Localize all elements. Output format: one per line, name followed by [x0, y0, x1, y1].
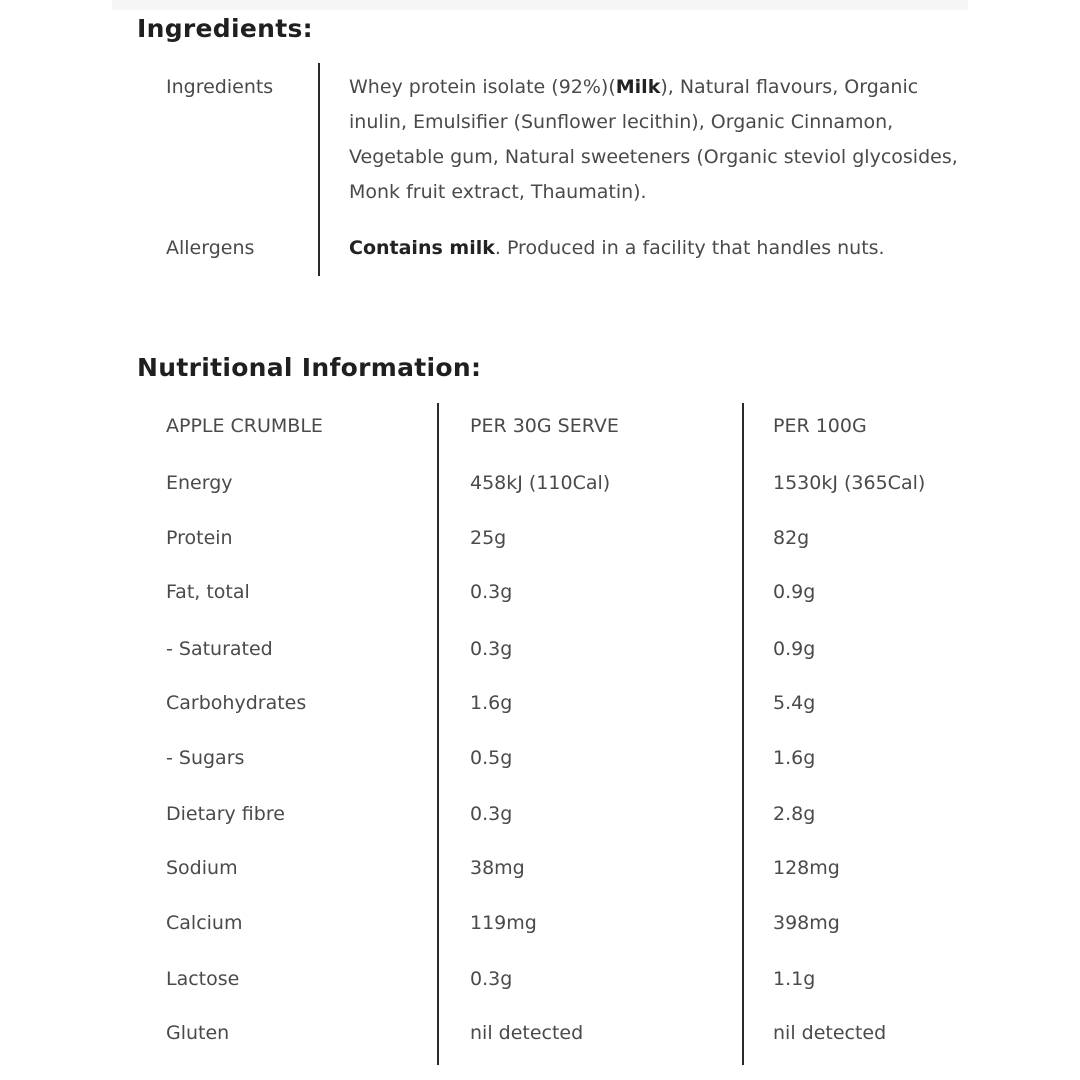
nutrient-name: Lactose	[166, 968, 240, 990]
nutrient-per-100g: 82g	[773, 527, 810, 549]
nutrient-per-serve: 458kJ (110Cal)	[470, 472, 611, 494]
nutrient-name: - Saturated	[166, 638, 273, 660]
ingredients-label: Ingredients	[166, 76, 274, 98]
nutrient-per-100g: 2.8g	[773, 803, 816, 825]
nutrient-per-100g: 1530kJ (365Cal)	[773, 472, 926, 494]
nutrient-per-100g: 0.9g	[773, 581, 816, 603]
nutrient-per-100g: 0.9g	[773, 638, 816, 660]
ingredients-column-divider	[318, 63, 320, 276]
nutrient-per-100g: 1.1g	[773, 968, 816, 990]
nutrient-per-serve: 38mg	[470, 857, 525, 879]
nutrient-per-100g: 5.4g	[773, 692, 816, 714]
header-product-name: APPLE CRUMBLE	[166, 415, 323, 437]
nutrient-per-serve: 119mg	[470, 912, 537, 934]
allergens-text-bold: Contains milk	[349, 237, 495, 259]
nutrient-per-100g: 398mg	[773, 912, 840, 934]
nutrition-column-divider-2	[742, 403, 744, 1065]
header-per-100g: PER 100G	[773, 415, 867, 437]
nutrient-per-serve: 0.5g	[470, 747, 513, 769]
nutrient-per-serve: nil detected	[470, 1022, 584, 1044]
nutrient-name: Carbohydrates	[166, 692, 307, 714]
nutrient-per-100g: 1.6g	[773, 747, 816, 769]
allergens-text	[349, 231, 974, 266]
nutrient-per-serve: 0.3g	[470, 638, 513, 660]
ingredients-section-title: Ingredients:	[137, 14, 313, 43]
nutrient-name: Fat, total	[166, 581, 250, 603]
nutrient-per-serve: 0.3g	[470, 581, 513, 603]
nutrient-name: Calcium	[166, 912, 243, 934]
nutrient-per-serve: 0.3g	[470, 803, 513, 825]
nutrient-name: Sodium	[166, 857, 238, 879]
nutrient-per-serve: 0.3g	[470, 968, 513, 990]
nutrient-per-serve: 1.6g	[470, 692, 513, 714]
nutrition-section-title: Nutritional Information:	[137, 353, 482, 382]
ingredients-text-part1: Whey protein isolate (92%)(	[349, 76, 616, 98]
nutrition-column-divider-1	[437, 403, 439, 1065]
ingredients-text-part2: ), Natural flavours, Organic inulin, Emulsifier (Sunflower lecithin), Organic Cinnamon, Vegetable gum, Natural sweeteners (Organic steviol glycosides, Monk fruit extract, Thaumatin).	[349, 76, 958, 203]
allergens-text-rest: . Produced in a facility that handles nuts.	[494, 237, 885, 259]
ingredients-text	[349, 70, 974, 210]
nutrient-per-100g: 128mg	[773, 857, 840, 879]
nutrient-name: - Sugars	[166, 747, 245, 769]
nutrient-name: Dietary fibre	[166, 803, 285, 825]
ingredients-text-bold: Milk	[615, 76, 661, 98]
header-per-serve: PER 30G SERVE	[470, 415, 619, 437]
nutrient-name: Protein	[166, 527, 233, 549]
nutrient-per-100g: nil detected	[773, 1022, 887, 1044]
top-divider-band	[112, 0, 968, 10]
nutrient-per-serve: 25g	[470, 527, 507, 549]
nutrient-name: Energy	[166, 472, 233, 494]
nutrient-name: Gluten	[166, 1022, 230, 1044]
allergens-label: Allergens	[166, 237, 255, 259]
